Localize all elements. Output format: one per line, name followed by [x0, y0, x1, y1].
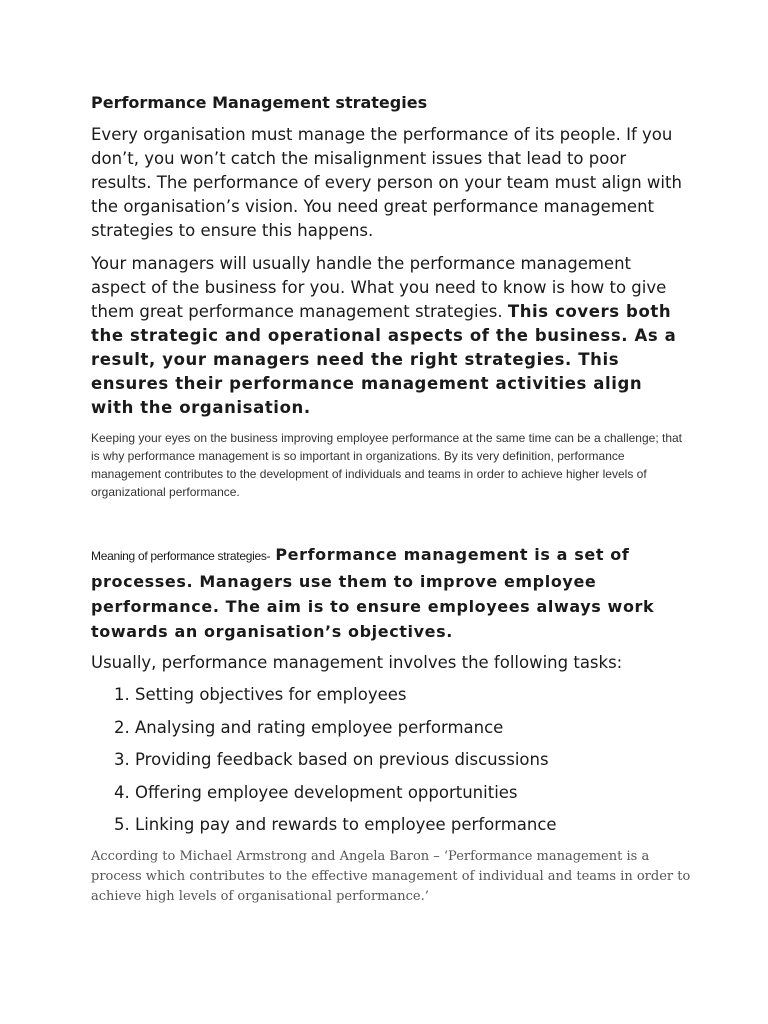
- meaning-paragraph: [91, 542, 691, 644]
- challenge-paragraph: Keeping your eyes on the business improving employee performance at the same time can be a challenge; that is why performance management is so important in organizations. By its very definition, performance management contributes to the development of individuals and teams in order to achieve higher levels of organizational performance.: [91, 431, 683, 499]
- list-item: 5. Linking pay and rewards to employee performance: [135, 814, 691, 836]
- document-page: [91, 93, 691, 907]
- armstrong-baron-quote: According to Michael Armstrong and Angela Baron – ‘Performance management is a process which contributes to the effective management of individual and teams in order to achieve high levels of organisational performance.’: [91, 848, 691, 904]
- tasks-intro: Usually, performance management involves the following tasks:: [91, 653, 623, 672]
- list-item: 1. Setting objectives for employees: [135, 684, 691, 706]
- list-item: 3. Providing feedback based on previous discussions: [135, 749, 691, 771]
- managers-paragraph: [91, 252, 691, 420]
- page-title: Performance Management strategies: [91, 93, 428, 112]
- managers-paragraph-text: Your managers will usually handle the performance management aspect of the business for you. What you need to know is how to give them great performance management strategies.: [91, 254, 667, 321]
- managers-paragraph-bold-text: This covers both the strategic and operational aspects of the business. As a result, your managers need the right strategies. This ensures their performance management activities align with the organisation.: [91, 302, 677, 417]
- list-item: 2. Analysing and rating employee performance: [135, 717, 691, 739]
- meaning-definition: Performance management is a set of processes. Managers use them to improve employee performance. The aim is to ensure employees always work towards an organisation’s objectives.: [91, 545, 655, 641]
- list-item: 4. Offering employee development opportunities: [135, 782, 691, 804]
- intro-paragraph: Every organisation must manage the performance of its people. If you don’t, you won’t catch the misalignment issues that lead to poor results. The performance of every person on your team must align with the organisation’s vision. You need great performance management strategies to ensure this happens.: [91, 125, 682, 240]
- meaning-lead-label: Meaning of performance strategies-: [91, 549, 271, 563]
- tasks-list: [91, 684, 691, 836]
